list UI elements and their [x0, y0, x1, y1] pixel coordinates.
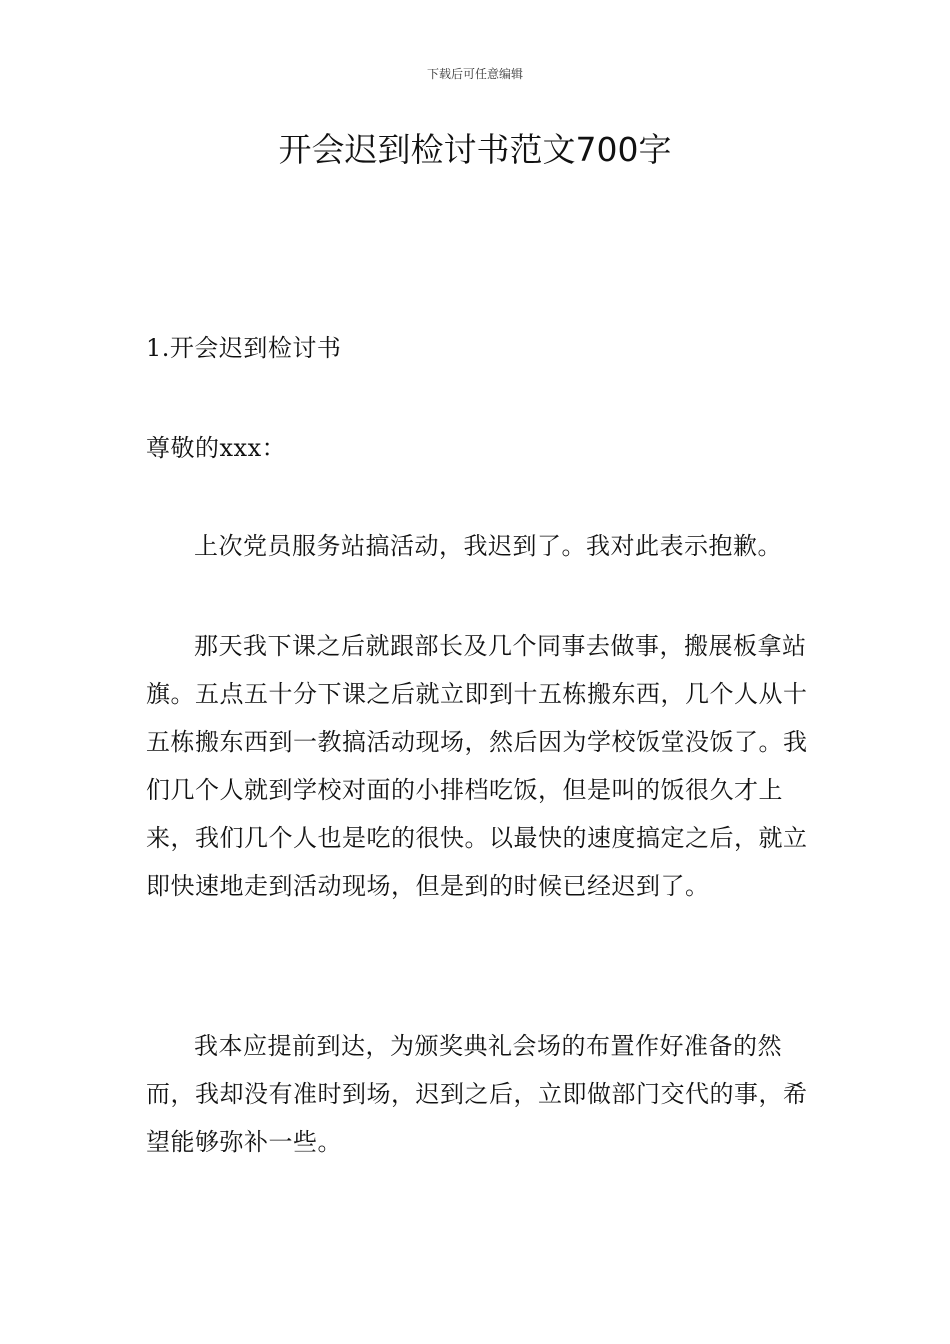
paragraph: 那天我下课之后就跟部长及几个同事去做事，搬展板拿站旗。五点五十分下课之后就立即到十五栋搬东西，几个人从十五栋搬东西到一教搞活动现场，然后因为学校饭堂没饭了。我们几个人就到学校对面的小排档吃饭，但是叫的饭很久才上来，我们几个人也是吃的很快。以最快的速度搞定之后，就立即快速地走到活动现场，但是到的时候已经迟到了。: [146, 632, 808, 900]
document-title: 开会迟到检讨书范文700字: [278, 130, 672, 169]
section-heading: 1.开会迟到检讨书: [146, 334, 342, 362]
header-note: 下载后可任意编辑: [426, 67, 523, 81]
salutation: 尊敬的xxx：: [146, 434, 287, 462]
paragraph: 我本应提前到达，为颁奖典礼会场的布置作好准备的然而，我却没有准时到场，迟到之后，立即做部门交代的事，希望能够弥补一些。: [146, 1032, 808, 1156]
paragraph: 上次党员服务站搞活动，我迟到了。我对此表示抱歉。: [194, 532, 782, 560]
